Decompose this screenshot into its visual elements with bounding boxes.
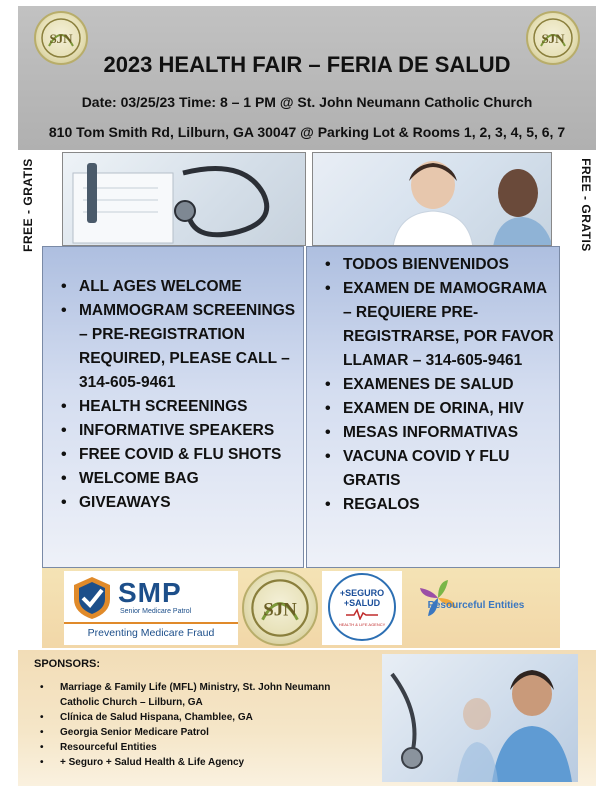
seguro-salud-ring — [328, 573, 396, 641]
header-banner — [18, 6, 596, 150]
spanish-services-list — [307, 253, 559, 517]
svg-text:SJN: SJN — [541, 31, 565, 46]
smp-divider — [64, 622, 238, 624]
page-title: 2023 HEALTH FAIR – FERIA DE SALUD — [103, 52, 511, 77]
pinwheel-icon — [418, 578, 458, 618]
list-item: • Clínica de Salud Hispana, Chamblee, GA — [38, 710, 368, 725]
list-item: • ALL AGES WELCOME — [43, 275, 303, 299]
svg-text:SJN: SJN — [49, 31, 73, 46]
list-item: • INFORMATIVE SPEAKERS — [43, 419, 303, 443]
stethoscope-clipboard-photo — [62, 152, 306, 246]
sjn-logo-large — [242, 570, 318, 646]
free-gratis-label-right: FREE - GRATIS — [579, 158, 593, 252]
list-item: • EXAMEN DE ORINA, HIV — [307, 397, 559, 421]
list-item: • + Seguro + Salud Health & Life Agency — [38, 755, 368, 770]
list-item: • Marriage & Family Life (MFL) Ministry, St. John Neumann Catholic Church – Lilburn, GA — [38, 680, 368, 710]
list-item: • Resourceful Entities — [38, 740, 368, 755]
list-item: • EXAMEN DE MAMOGRAMA – REQUIERE PRE-REGISTRARSE, POR FAVOR LLAMAR – 314-605-9461 — [307, 277, 559, 373]
doctor-patient-photo — [312, 152, 552, 246]
english-services-panel — [42, 246, 304, 568]
smp-shield-icon — [70, 575, 114, 621]
list-item: • MESAS INFORMATIVAS — [307, 421, 559, 445]
seguro-salud-logo — [322, 571, 402, 645]
list-item: • REGALOS — [307, 493, 559, 517]
svg-text:SJN: SJN — [263, 599, 297, 621]
smp-logo — [64, 571, 238, 645]
english-services-list — [43, 275, 303, 515]
sponsors-list — [38, 680, 368, 770]
sponsors-heading: SPONSORS: — [34, 658, 101, 670]
smp-wordmark: SMP — [118, 577, 182, 608]
list-item: • MAMMOGRAM SCREENINGS – PRE-REGISTRATION REQUIRED, PLEASE CALL – 314-605-9461 — [43, 299, 303, 395]
heartbeat-icon — [345, 608, 379, 620]
event-date-time: Date: 03/25/23 Time: 8 – 1 PM @ St. John Neumann Catholic Church — [81, 94, 533, 110]
seguro-text: +SEGURO — [339, 587, 385, 598]
resourceful-entities-logo — [406, 578, 546, 638]
resourceful-text: Resourceful Entities — [427, 600, 525, 611]
smp-tagline: Preventing Medicare Fraud — [87, 627, 215, 639]
list-item: • VACUNA COVID Y FLU GRATIS — [307, 445, 559, 493]
event-address: 810 Tom Smith Rd, Lilburn, GA 30047 @ Parking Lot & Rooms 1, 2, 3, 4, 5, 6, 7 — [48, 124, 566, 140]
list-item: • EXAMENES DE SALUD — [307, 373, 559, 397]
list-item: • FREE COVID & FLU SHOTS — [43, 443, 303, 467]
free-gratis-label-left: FREE - GRATIS — [21, 158, 35, 252]
list-item: • Georgia Senior Medicare Patrol — [38, 725, 368, 740]
list-item: • WELCOME BAG — [43, 467, 303, 491]
list-item: • GIVEAWAYS — [43, 491, 303, 515]
smp-subtitle: Senior Medicare Patrol — [120, 608, 192, 615]
salud-text: +SALUD — [343, 597, 381, 608]
agency-text: HEALTH & LIFE AGENCY — [338, 621, 386, 627]
nurse-stethoscope-photo — [382, 654, 578, 782]
list-item: • HEALTH SCREENINGS — [43, 395, 303, 419]
list-item: • TODOS BIENVENIDOS — [307, 253, 559, 277]
spanish-services-panel — [306, 246, 560, 568]
